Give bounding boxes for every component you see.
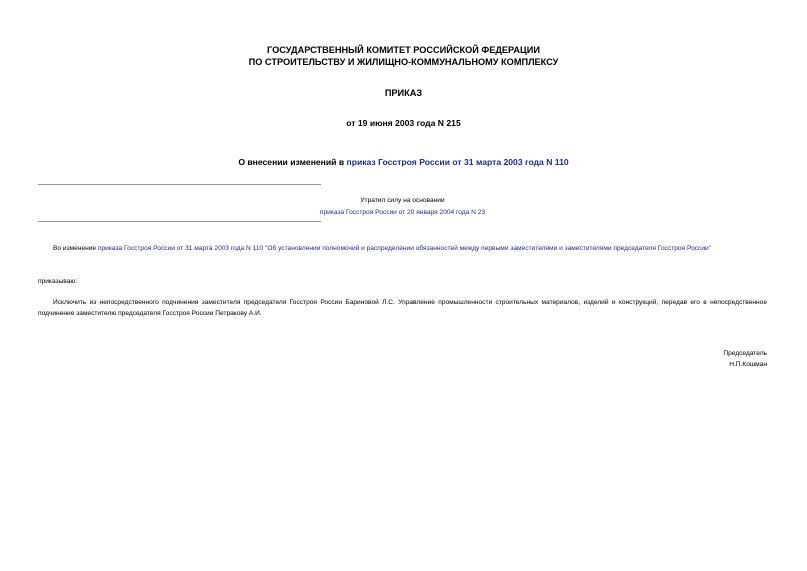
expired-basis-link[interactable]: приказа Госстроя России от 20 января 2004 года N 23 xyxy=(319,209,486,216)
issuing-organization xyxy=(0,44,807,68)
document-subject xyxy=(0,157,807,167)
amended-order-link[interactable]: приказа Госстроя России от 31 марта 2003 года N 110 "Об установлении полномочий и распределении обязанностей между первыми заместителями и заместителями председателя Госстроя России" xyxy=(97,245,712,252)
org-name-line-2: ПО СТРОИТЕЛЬСТВУ И ЖИЛИЩНО-КОММУНАЛЬНОМУ КОМПЛЕКСУ xyxy=(248,57,559,67)
order-verb: приказываю: xyxy=(38,278,78,285)
document-type: ПРИКАЗ xyxy=(384,88,423,98)
document-date: от 19 июня 2003 года N 215 xyxy=(346,118,461,128)
divider-top xyxy=(38,184,321,185)
preamble-paragraph xyxy=(38,243,767,254)
signatory-name: Н.П.Кошман xyxy=(729,361,767,368)
expired-notice: Утратил силу на основании xyxy=(360,197,445,204)
subject-prefix: О внесении изменений в xyxy=(238,157,347,167)
subject-order-link[interactable]: приказ Госстроя России от 31 марта 2003 года N 110 xyxy=(346,157,569,167)
order-clause: Исключить из непосредственного подчинения заместителя председателя Госстроя России Бариновой Л.С. Управление промышленности строительных материалов, изделий и конструкций, передав его в непосредственное подчинение заместителю председателя Госстроя России Петракову А.И. xyxy=(38,299,767,317)
org-name-line-1: ГОСУДАРСТВЕННЫЙ КОМИТЕТ РОССИЙСКОЙ ФЕДЕРАЦИИ xyxy=(267,45,540,55)
preamble-prefix: Во изменение xyxy=(53,245,98,252)
signatory-title: Председатель xyxy=(723,350,767,357)
divider-bottom xyxy=(38,221,321,222)
